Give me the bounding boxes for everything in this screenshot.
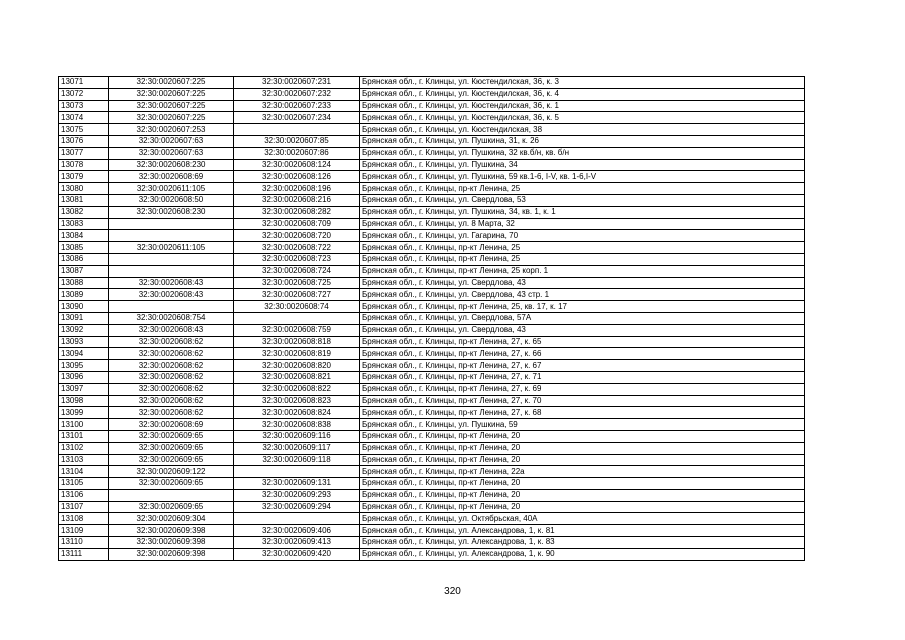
- table-row: [59, 242, 805, 254]
- address-cell: Брянская обл., г. Клинцы, ул. Свердлова, 57А: [360, 312, 805, 324]
- address-cell: Брянская обл., г. Клинцы, пр-кт Ленина, 25 корп. 1: [360, 265, 805, 277]
- row-number-cell: 13109: [59, 525, 109, 537]
- row-number-cell: 13104: [59, 466, 109, 478]
- parcel-number-cell: 32:30:0020609:304: [109, 513, 234, 525]
- object-number-cell: 32:30:0020608:74: [234, 301, 360, 313]
- object-number-cell: 32:30:0020607:232: [234, 88, 360, 100]
- object-number-cell: 32:30:0020609:420: [234, 548, 360, 560]
- address-cell: Брянская обл., г. Клинцы, ул. 8 Марта, 32: [360, 218, 805, 230]
- parcel-number-cell: [109, 265, 234, 277]
- object-number-cell: [234, 466, 360, 478]
- parcel-number-cell: 32:30:0020608:62: [109, 395, 234, 407]
- parcel-number-cell: 32:30:0020607:63: [109, 135, 234, 147]
- row-number-cell: 13081: [59, 194, 109, 206]
- address-cell: Брянская обл., г. Клинцы, ул. Пушкина, 34: [360, 159, 805, 171]
- row-number-cell: 13074: [59, 112, 109, 124]
- table-row: [59, 430, 805, 442]
- table-row: [59, 147, 805, 159]
- row-number-cell: 13100: [59, 419, 109, 431]
- object-number-cell: 32:30:0020608:727: [234, 289, 360, 301]
- object-number-cell: 32:30:0020608:824: [234, 407, 360, 419]
- object-number-cell: 32:30:0020608:724: [234, 265, 360, 277]
- table-row: [59, 277, 805, 289]
- parcel-number-cell: 32:30:0020611:105: [109, 183, 234, 195]
- row-number-cell: 13106: [59, 489, 109, 501]
- row-number-cell: 13091: [59, 312, 109, 324]
- address-cell: Брянская обл., г. Клинцы, пр-кт Ленина, 27, к. 70: [360, 395, 805, 407]
- parcel-number-cell: 32:30:0020608:754: [109, 312, 234, 324]
- parcel-number-cell: 32:30:0020608:43: [109, 289, 234, 301]
- row-number-cell: 13093: [59, 336, 109, 348]
- parcel-number-cell: 32:30:0020608:62: [109, 336, 234, 348]
- object-number-cell: 32:30:0020608:823: [234, 395, 360, 407]
- parcel-number-cell: 32:30:0020607:253: [109, 124, 234, 136]
- parcel-number-cell: 32:30:0020607:225: [109, 88, 234, 100]
- table-row: [59, 194, 805, 206]
- address-cell: Брянская обл., г. Клинцы, пр-кт Ленина, 20: [360, 430, 805, 442]
- object-number-cell: 32:30:0020608:196: [234, 183, 360, 195]
- address-cell: Брянская обл., г. Клинцы, пр-кт Ленина, 20: [360, 478, 805, 490]
- object-number-cell: 32:30:0020609:117: [234, 442, 360, 454]
- address-cell: Брянская обл., г. Клинцы, ул. Кюстендилская, 36, к. 5: [360, 112, 805, 124]
- address-cell: Брянская обл., г. Клинцы, ул. Кюстендилская, 36, к. 3: [360, 77, 805, 89]
- object-number-cell: 32:30:0020608:822: [234, 383, 360, 395]
- parcel-number-cell: 32:30:0020609:65: [109, 478, 234, 490]
- object-number-cell: [234, 312, 360, 324]
- table-row: [59, 112, 805, 124]
- row-number-cell: 13086: [59, 253, 109, 265]
- table-row: [59, 159, 805, 171]
- row-number-cell: 13076: [59, 135, 109, 147]
- object-number-cell: 32:30:0020607:231: [234, 77, 360, 89]
- table-body: [59, 77, 805, 561]
- address-cell: Брянская обл., г. Клинцы, ул. Пушкина, 34, кв. 1, к. 1: [360, 206, 805, 218]
- parcel-number-cell: 32:30:0020609:398: [109, 537, 234, 549]
- row-number-cell: 13101: [59, 430, 109, 442]
- table-row: [59, 419, 805, 431]
- parcel-number-cell: 32:30:0020608:69: [109, 171, 234, 183]
- row-number-cell: 13072: [59, 88, 109, 100]
- table-row: [59, 218, 805, 230]
- address-cell: Брянская обл., г. Клинцы, ул. Свердлова, 53: [360, 194, 805, 206]
- row-number-cell: 13088: [59, 277, 109, 289]
- object-number-cell: 32:30:0020608:818: [234, 336, 360, 348]
- address-cell: Брянская обл., г. Клинцы, пр-кт Ленина, 22а: [360, 466, 805, 478]
- address-cell: Брянская обл., г. Клинцы, пр-кт Ленина, 27, к. 68: [360, 407, 805, 419]
- table-row: [59, 336, 805, 348]
- table-row: [59, 301, 805, 313]
- address-cell: Брянская обл., г. Клинцы, ул. Кюстендилская, 36, к. 4: [360, 88, 805, 100]
- address-cell: Брянская обл., г. Клинцы, ул. Кюстендилская, 36, к. 1: [360, 100, 805, 112]
- object-number-cell: 32:30:0020608:722: [234, 242, 360, 254]
- object-number-cell: 32:30:0020608:282: [234, 206, 360, 218]
- address-cell: Брянская обл., г. Клинцы, ул. Александрова, 1, к. 90: [360, 548, 805, 560]
- parcel-number-cell: 32:30:0020611:105: [109, 242, 234, 254]
- object-number-cell: 32:30:0020607:85: [234, 135, 360, 147]
- parcel-number-cell: [109, 253, 234, 265]
- table-row: [59, 77, 805, 89]
- table-row: [59, 265, 805, 277]
- row-number-cell: 13083: [59, 218, 109, 230]
- table-row: [59, 454, 805, 466]
- table-row: [59, 230, 805, 242]
- object-number-cell: 32:30:0020608:725: [234, 277, 360, 289]
- table-row: [59, 135, 805, 147]
- object-number-cell: 32:30:0020609:118: [234, 454, 360, 466]
- table-row: [59, 100, 805, 112]
- address-cell: Брянская обл., г. Клинцы, ул. Пушкина, 59: [360, 419, 805, 431]
- address-cell: Брянская обл., г. Клинцы, пр-кт Ленина, 20: [360, 501, 805, 513]
- object-number-cell: 32:30:0020608:723: [234, 253, 360, 265]
- address-cell: Брянская обл., г. Клинцы, пр-кт Ленина, 27, к. 71: [360, 371, 805, 383]
- parcel-number-cell: 32:30:0020608:50: [109, 194, 234, 206]
- table-row: [59, 501, 805, 513]
- row-number-cell: 13110: [59, 537, 109, 549]
- row-number-cell: 13095: [59, 360, 109, 372]
- parcel-number-cell: [109, 489, 234, 501]
- parcel-number-cell: 32:30:0020609:398: [109, 548, 234, 560]
- object-number-cell: 32:30:0020608:216: [234, 194, 360, 206]
- parcel-number-cell: 32:30:0020608:62: [109, 371, 234, 383]
- row-number-cell: 13096: [59, 371, 109, 383]
- row-number-cell: 13099: [59, 407, 109, 419]
- parcel-number-cell: [109, 230, 234, 242]
- table-row: [59, 395, 805, 407]
- parcel-number-cell: 32:30:0020609:122: [109, 466, 234, 478]
- table-row: [59, 206, 805, 218]
- row-number-cell: 13094: [59, 348, 109, 360]
- table-row: [59, 537, 805, 549]
- parcel-number-cell: 32:30:0020609:65: [109, 454, 234, 466]
- row-number-cell: 13080: [59, 183, 109, 195]
- address-cell: Брянская обл., г. Клинцы, ул. Свердлова, 43: [360, 324, 805, 336]
- row-number-cell: 13105: [59, 478, 109, 490]
- row-number-cell: 13087: [59, 265, 109, 277]
- table-row: [59, 348, 805, 360]
- object-number-cell: 32:30:0020609:406: [234, 525, 360, 537]
- table-row: [59, 289, 805, 301]
- row-number-cell: 13107: [59, 501, 109, 513]
- address-cell: Брянская обл., г. Клинцы, пр-кт Ленина, 27, к. 65: [360, 336, 805, 348]
- address-cell: Брянская обл., г. Клинцы, ул. Октябрьская, 40А: [360, 513, 805, 525]
- table-row: [59, 183, 805, 195]
- table-row: [59, 124, 805, 136]
- object-number-cell: [234, 513, 360, 525]
- parcel-number-cell: 32:30:0020609:65: [109, 430, 234, 442]
- object-number-cell: 32:30:0020608:821: [234, 371, 360, 383]
- object-number-cell: 32:30:0020608:720: [234, 230, 360, 242]
- table-row: [59, 466, 805, 478]
- table-row: [59, 525, 805, 537]
- row-number-cell: 13077: [59, 147, 109, 159]
- row-number-cell: 13090: [59, 301, 109, 313]
- object-number-cell: 32:30:0020608:838: [234, 419, 360, 431]
- address-cell: Брянская обл., г. Клинцы, ул. Гагарина, 70: [360, 230, 805, 242]
- table-row: [59, 253, 805, 265]
- table-row: [59, 548, 805, 560]
- address-cell: Брянская обл., г. Клинцы, пр-кт Ленина, 20: [360, 454, 805, 466]
- table-row: [59, 324, 805, 336]
- object-number-cell: 32:30:0020607:233: [234, 100, 360, 112]
- object-number-cell: 32:30:0020608:759: [234, 324, 360, 336]
- object-number-cell: 32:30:0020609:131: [234, 478, 360, 490]
- row-number-cell: 13071: [59, 77, 109, 89]
- address-cell: Брянская обл., г. Клинцы, ул. Пушкина, 32 кв.б/н, кв. б/н: [360, 147, 805, 159]
- object-number-cell: 32:30:0020609:413: [234, 537, 360, 549]
- address-cell: Брянская обл., г. Клинцы, пр-кт Ленина, 27, к. 66: [360, 348, 805, 360]
- address-cell: Брянская обл., г. Клинцы, пр-кт Ленина, 20: [360, 442, 805, 454]
- table-row: [59, 88, 805, 100]
- parcel-number-cell: [109, 301, 234, 313]
- address-cell: Брянская обл., г. Клинцы, пр-кт Ленина, 25: [360, 183, 805, 195]
- row-number-cell: 13092: [59, 324, 109, 336]
- object-number-cell: 32:30:0020609:116: [234, 430, 360, 442]
- parcel-number-cell: 32:30:0020607:225: [109, 100, 234, 112]
- cadastral-table: [58, 76, 805, 561]
- row-number-cell: 13102: [59, 442, 109, 454]
- row-number-cell: 13103: [59, 454, 109, 466]
- parcel-number-cell: 32:30:0020608:62: [109, 407, 234, 419]
- table-row: [59, 360, 805, 372]
- address-cell: Брянская обл., г. Клинцы, ул. Свердлова, 43 стр. 1: [360, 289, 805, 301]
- table-row: [59, 371, 805, 383]
- row-number-cell: 13085: [59, 242, 109, 254]
- parcel-number-cell: 32:30:0020608:62: [109, 383, 234, 395]
- address-cell: Брянская обл., г. Клинцы, ул. Свердлова, 43: [360, 277, 805, 289]
- object-number-cell: 32:30:0020608:819: [234, 348, 360, 360]
- table-row: [59, 513, 805, 525]
- object-number-cell: [234, 124, 360, 136]
- address-cell: Брянская обл., г. Клинцы, пр-кт Ленина, 20: [360, 489, 805, 501]
- object-number-cell: 32:30:0020608:124: [234, 159, 360, 171]
- row-number-cell: 13078: [59, 159, 109, 171]
- address-cell: Брянская обл., г. Клинцы, пр-кт Ленина, 25: [360, 242, 805, 254]
- object-number-cell: 32:30:0020608:709: [234, 218, 360, 230]
- parcel-number-cell: 32:30:0020608:69: [109, 419, 234, 431]
- parcel-number-cell: 32:30:0020608:230: [109, 206, 234, 218]
- row-number-cell: 13073: [59, 100, 109, 112]
- row-number-cell: 13097: [59, 383, 109, 395]
- row-number-cell: 13082: [59, 206, 109, 218]
- page-number: 320: [444, 586, 461, 597]
- table-row: [59, 478, 805, 490]
- table-row: [59, 407, 805, 419]
- address-cell: Брянская обл., г. Клинцы, ул. Кюстендилская, 38: [360, 124, 805, 136]
- row-number-cell: 13084: [59, 230, 109, 242]
- table-row: [59, 383, 805, 395]
- object-number-cell: 32:30:0020608:820: [234, 360, 360, 372]
- row-number-cell: 13098: [59, 395, 109, 407]
- address-cell: Брянская обл., г. Клинцы, пр-кт Ленина, 27, к. 67: [360, 360, 805, 372]
- row-number-cell: 13089: [59, 289, 109, 301]
- parcel-number-cell: [109, 218, 234, 230]
- address-cell: Брянская обл., г. Клинцы, пр-кт Ленина, 25: [360, 253, 805, 265]
- parcel-number-cell: 32:30:0020609:65: [109, 442, 234, 454]
- object-number-cell: 32:30:0020607:86: [234, 147, 360, 159]
- parcel-number-cell: 32:30:0020608:230: [109, 159, 234, 171]
- object-number-cell: 32:30:0020609:293: [234, 489, 360, 501]
- address-cell: Брянская обл., г. Клинцы, ул. Пушкина, 31, к. 26: [360, 135, 805, 147]
- parcel-number-cell: 32:30:0020608:62: [109, 348, 234, 360]
- address-cell: Брянская обл., г. Клинцы, ул. Александрова, 1, к. 81: [360, 525, 805, 537]
- parcel-number-cell: 32:30:0020608:43: [109, 324, 234, 336]
- row-number-cell: 13111: [59, 548, 109, 560]
- address-cell: Брянская обл., г. Клинцы, ул. Пушкина, 59 кв.1-6, I-V, кв. 1-6,I-V: [360, 171, 805, 183]
- object-number-cell: 32:30:0020607:234: [234, 112, 360, 124]
- parcel-number-cell: 32:30:0020607:225: [109, 112, 234, 124]
- object-number-cell: 32:30:0020608:126: [234, 171, 360, 183]
- row-number-cell: 13108: [59, 513, 109, 525]
- parcel-number-cell: 32:30:0020608:62: [109, 360, 234, 372]
- row-number-cell: 13079: [59, 171, 109, 183]
- address-cell: Брянская обл., г. Клинцы, пр-кт Ленина, 25, кв. 17, к. 17: [360, 301, 805, 313]
- table-row: [59, 171, 805, 183]
- row-number-cell: 13075: [59, 124, 109, 136]
- table-row: [59, 489, 805, 501]
- parcel-number-cell: 32:30:0020607:225: [109, 77, 234, 89]
- parcel-number-cell: 32:30:0020609:398: [109, 525, 234, 537]
- object-number-cell: 32:30:0020609:294: [234, 501, 360, 513]
- address-cell: Брянская обл., г. Клинцы, ул. Александрова, 1, к. 83: [360, 537, 805, 549]
- table-row: [59, 312, 805, 324]
- table-row: [59, 442, 805, 454]
- address-cell: Брянская обл., г. Клинцы, пр-кт Ленина, 27, к. 69: [360, 383, 805, 395]
- parcel-number-cell: 32:30:0020607:63: [109, 147, 234, 159]
- parcel-number-cell: 32:30:0020609:65: [109, 501, 234, 513]
- parcel-number-cell: 32:30:0020608:43: [109, 277, 234, 289]
